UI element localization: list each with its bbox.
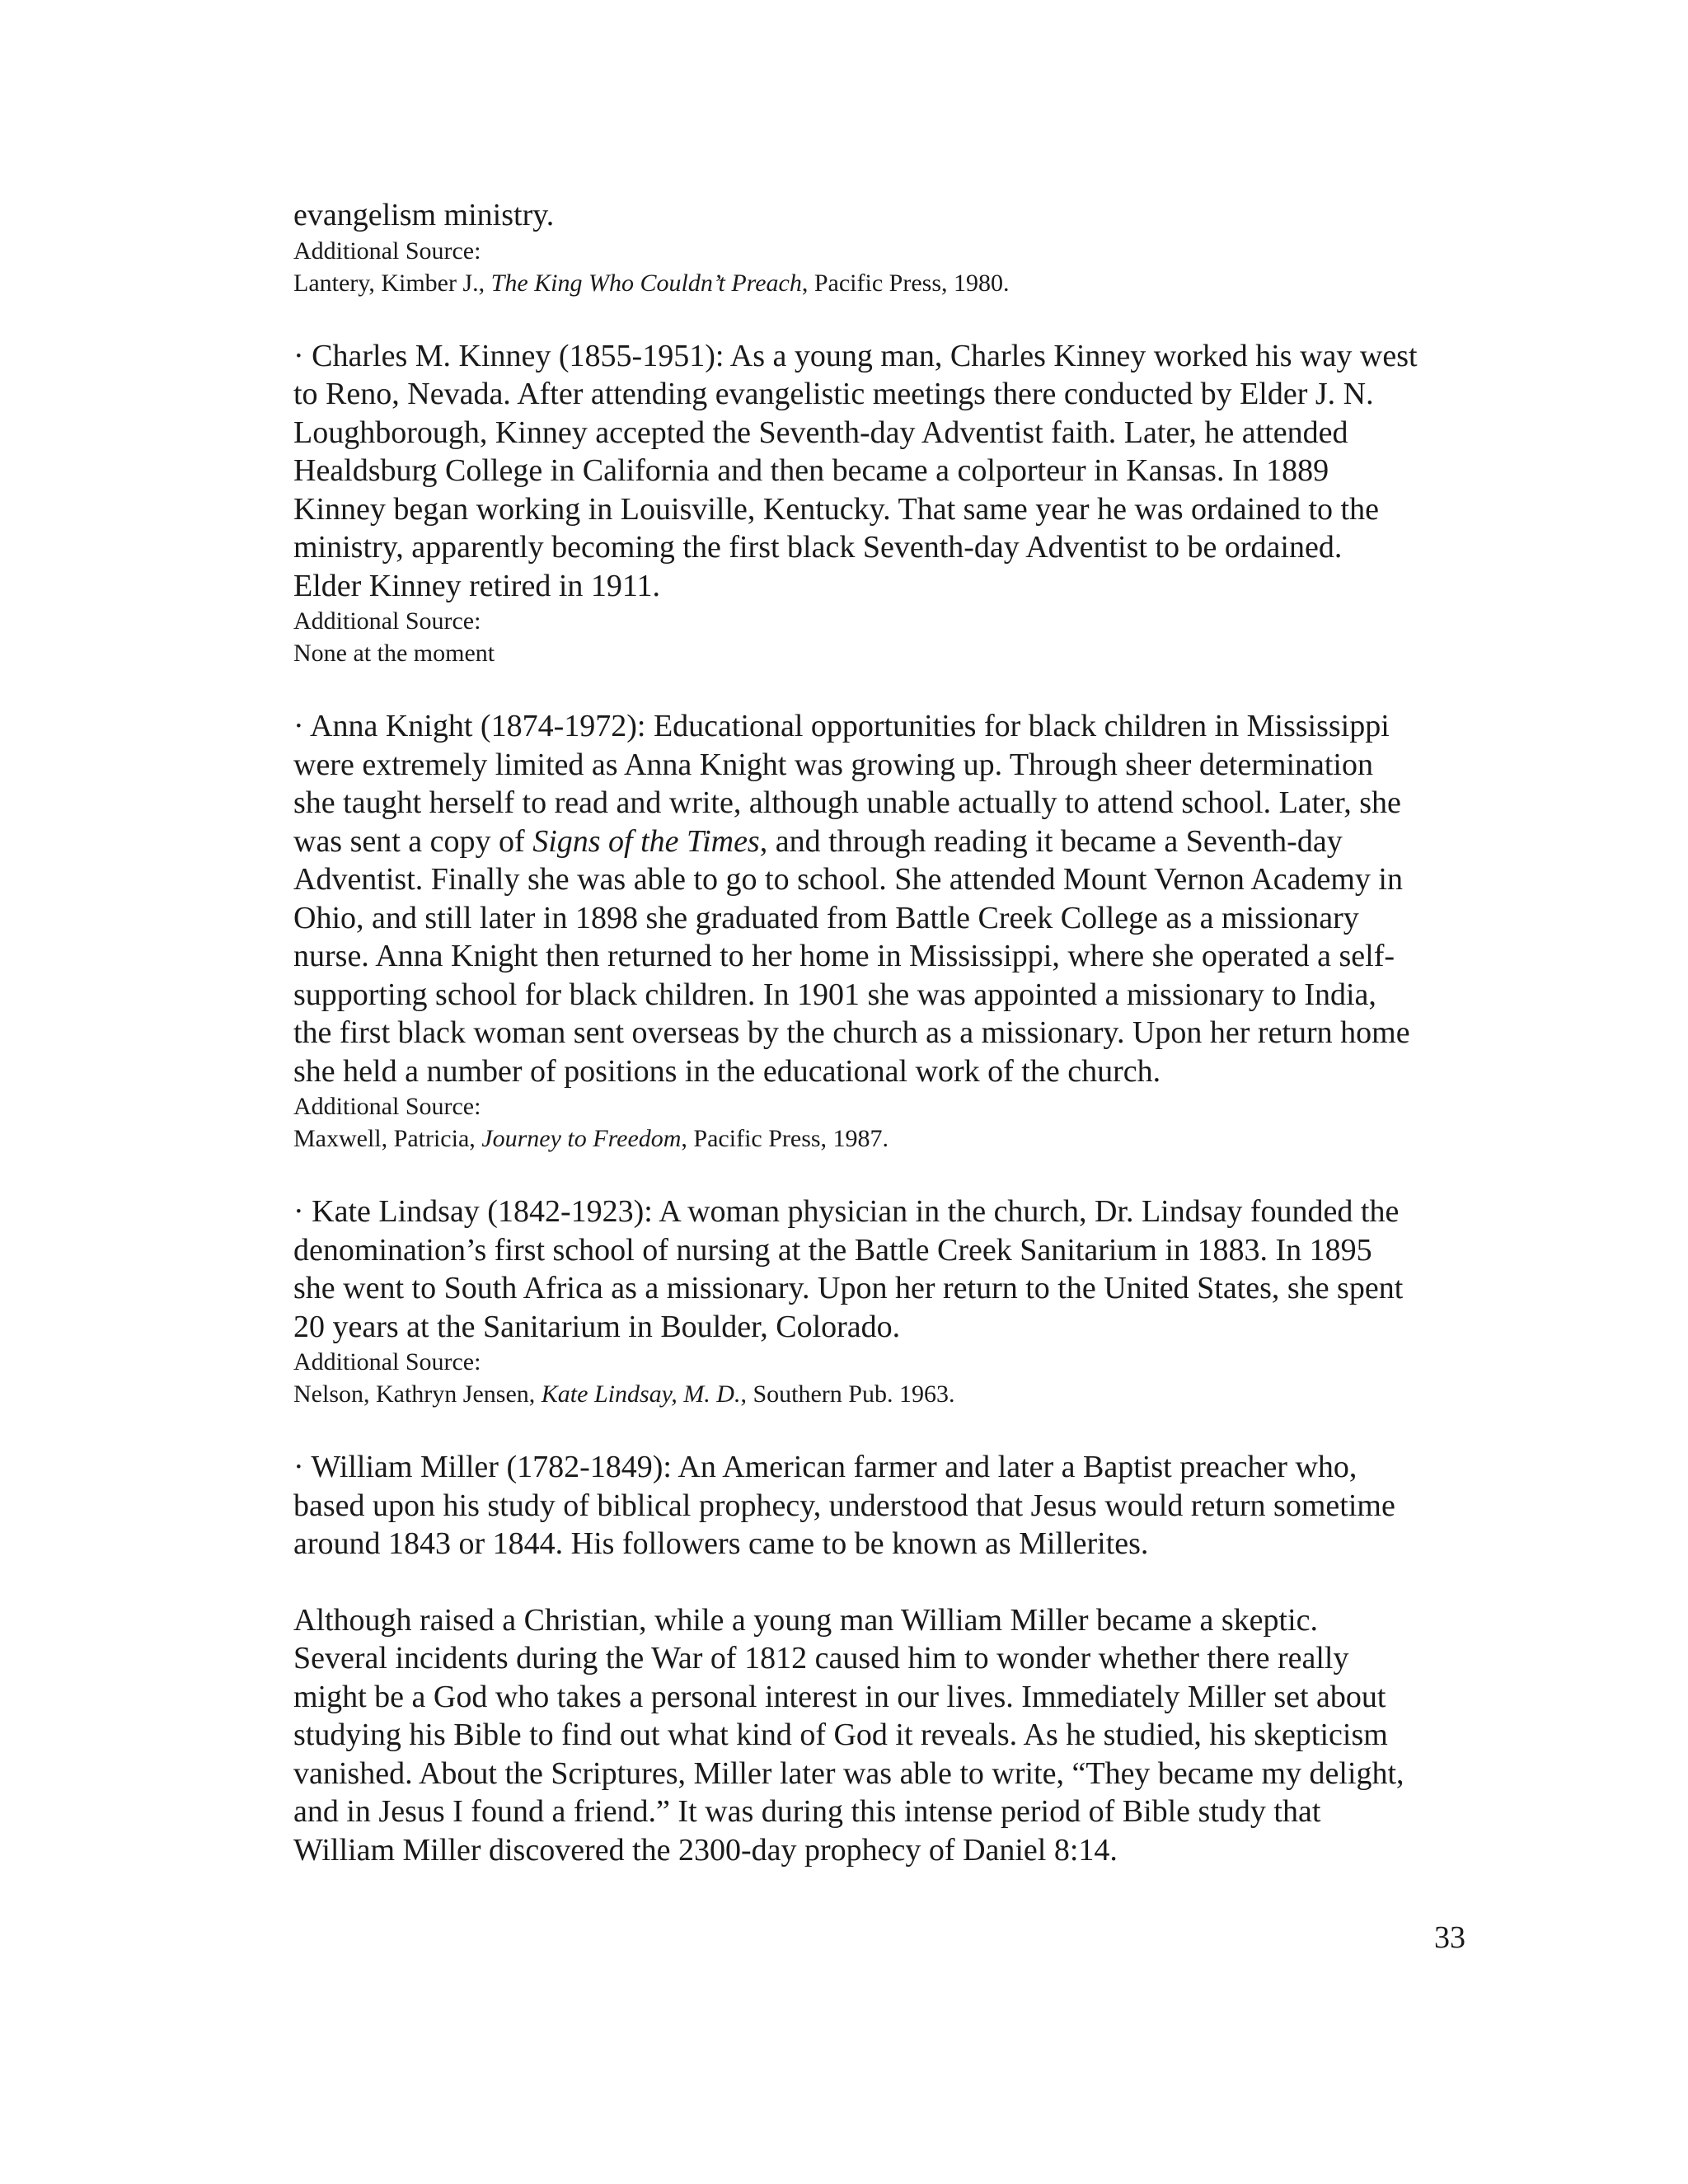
page-number: 33 (1434, 1920, 1465, 1955)
source-citation (293, 1122, 1472, 1155)
entry-kate-lindsay (293, 1193, 1472, 1410)
body-line: Although raised a Christian, while a young man William Miller became a skeptic. (293, 1602, 1319, 1638)
entry-anna-knight (293, 707, 1472, 1155)
additional-source-label: Additional Source: (293, 237, 481, 265)
body-line: supporting school for black children. In 1901 she was appointed a missionary to India, (293, 977, 1376, 1012)
entry-continuation (293, 196, 1472, 299)
body-line: Several incidents during the War of 1812 caused him to wonder whether there really (293, 1641, 1349, 1675)
entry-charles-kinney (293, 337, 1472, 670)
body-line: Healdsburg College in California and then became a colporteur in Kansas. In 1889 (293, 453, 1329, 488)
body-line: Loughborough, Kinney accepted the Seventh-day Adventist faith. Later, he attended (293, 415, 1348, 450)
citation-author: Maxwell, Patricia, (293, 1125, 482, 1152)
line-text: , and through reading it became a Seventh-day (759, 823, 1343, 859)
body-line: she taught herself to read and write, although unable actually to attend school. Later, she (293, 785, 1401, 820)
body-line: based upon his study of biblical prophecy, understood that Jesus would return sometime (293, 1488, 1395, 1523)
body-line: · Kate Lindsay (1842-1923): A woman physician in the church, Dr. Lindsay founded the (293, 1194, 1400, 1229)
document-page (293, 196, 1472, 1869)
body-line: might be a God who takes a personal interest in our lives. Immediately Miller set about (293, 1679, 1386, 1714)
line-text: was sent a copy of (293, 823, 533, 859)
body-line: 20 years at the Sanitarium in Boulder, Colorado. (293, 1309, 901, 1344)
body-line: vanished. About the Scriptures, Miller later was able to write, “They became my delight, (293, 1755, 1404, 1791)
body-line: evangelism ministry. (293, 198, 555, 232)
body-line: Elder Kinney retired in 1911. (293, 568, 660, 603)
citation-title: Kate Lindsay, M. D. (541, 1380, 741, 1408)
body-line: around 1843 or 1844. His followers came to be known as Millerites. (293, 1526, 1149, 1561)
citation-author: Lantery, Kimber J., (293, 269, 491, 297)
citation-publisher: , Pacific Press, 1980. (801, 269, 1010, 297)
body-line: · William Miller (1782-1849): An American farmer and later a Baptist preacher who, (293, 1450, 1357, 1484)
body-line: were extremely limited as Anna Knight was growing up. Through sheer determination (293, 747, 1373, 782)
entry-william-miller (293, 1448, 1472, 1869)
source-citation (293, 1378, 1472, 1410)
citation-title: Journey to Freedom (481, 1125, 682, 1152)
body-line: nurse. Anna Knight then returned to her home in Mississippi, where she operated a self- (293, 939, 1395, 973)
body-line: she held a number of positions in the educational work of the church. (293, 1053, 1161, 1089)
body-line: studying his Bible to find out what kind of God it reveals. As he studied, his skepticism (293, 1718, 1388, 1752)
body-line: the first black woman sent overseas by the church as a missionary. Upon her return home (293, 1015, 1410, 1050)
body-line: and in Jesus I found a friend.” It was during this intense period of Bible study that (293, 1794, 1321, 1829)
body-line: denomination’s first school of nursing at the Battle Creek Sanitarium in 1883. In 1895 (293, 1232, 1372, 1268)
body-line: Ohio, and still later in 1898 she graduated from Battle Creek College as a missionary (293, 900, 1359, 935)
body-line: Adventist. Finally she was able to go to school. She attended Mount Vernon Academy in (293, 862, 1403, 897)
body-line (293, 823, 1472, 861)
citation-publisher: , Pacific Press, 1987. (681, 1125, 889, 1152)
source-citation (293, 267, 1472, 299)
body-line: ministry, apparently becoming the first black Seventh-day Adventist to be ordained. (293, 530, 1343, 565)
additional-source-label: Additional Source: (293, 1348, 481, 1376)
citation-author: Nelson, Kathryn Jensen, (293, 1380, 542, 1408)
body-line: Kinney began working in Louisville, Kentucky. That same year he was ordained to the (293, 491, 1379, 527)
source-citation: None at the moment (293, 640, 495, 667)
citation-publisher: , Southern Pub. 1963. (740, 1380, 955, 1408)
body-line: to Reno, Nevada. After attending evangelistic meetings there conducted by Elder J. N. (293, 377, 1374, 411)
additional-source-label: Additional Source: (293, 607, 481, 635)
body-line: · Anna Knight (1874-1972): Educational opportunities for black children in Mississippi (293, 709, 1390, 743)
body-line: she went to South Africa as a missionary. Upon her return to the United States, she spent (293, 1271, 1404, 1305)
body-line: William Miller discovered the 2300-day prophecy of Daniel 8:14. (293, 1832, 1118, 1868)
body-line: · Charles M. Kinney (1855-1951): As a young man, Charles Kinney worked his way west (293, 338, 1418, 373)
publication-title: Signs of the Times (532, 823, 760, 859)
additional-source-label: Additional Source: (293, 1093, 481, 1120)
citation-title: The King Who Couldn’t Preach (490, 269, 802, 297)
